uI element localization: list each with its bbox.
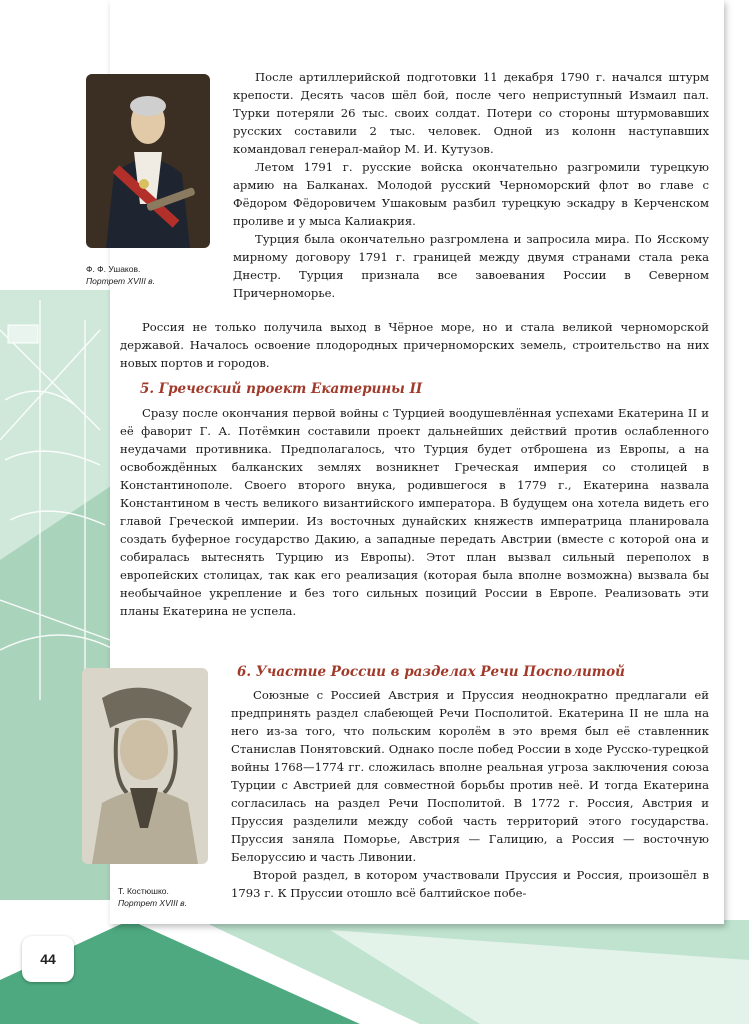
caption-name: Т. Костюшко. (118, 886, 169, 896)
paragraph: Летом 1791 г. русские войска окончательно разгромили турецкую армию на Балканах. Молодой русский Черноморский флот во главе с Фёдором Фёдоровичем Ушаковым разбил турецкую эскадру в Керченском проливе и у мыса Калиакрия. (233, 160, 709, 228)
caption-subtitle: Портрет XVIII в. (86, 276, 155, 286)
kosciuszko-caption (118, 885, 228, 909)
paragraph-group-greek-project (120, 404, 709, 620)
section-heading-5: 5. Греческий проект Екатерины II (140, 381, 423, 397)
paragraph: Союзные с Россией Австрия и Пруссия неоднократно предлагали ей предпринять раздел слабеющей Речи Посполитой. Екатерина II не шла на него из-за того, что польским королём в это время был её ставленник Станислав Понятовский. Однако после побед России в ходе Русско-турецкой войны 1768—1774 гг. сложилась вполне реальная угроза заключения союза Турции с Австрией для совместной борьбы против неё. И тогда Екатерина согласилась на раздел Речи Посполитой. В 1772 г. Россия, Австрия и Пруссия разделили между собой часть территорий этого государства. Пруссия заняла Поморье, Австрия — Галицию, а Россия — восточную Белоруссию и часть Ливонии. (231, 688, 709, 864)
kosciuszko-portrait-image (82, 668, 208, 864)
portrait-kosciuszko (82, 668, 208, 864)
paragraph: Сразу после окончания первой войны с Турцией воодушевлённая успехами Екатерина II и её фаворит Г. А. Потёмкин составили проект дальнейших действий против ослабленного неудачами противника. Предполагалось, что Турция будет отброшена из Европы, а на освобождённых балканских землях возникнет Греческая империя со столицей в Константинополе. Своего второго внука, родившегося в 1779 г., Екатерина назвала Константином в честь великого византийского императора. В будущем она хотела видеть его главой Греческой империи. Из восточных дунайских княжеств императрица планировала создать буферное государство Дакию, а западные передать Австрии (вместе с которой она и собиралась вытеснять Турцию из Европы). Этот план вызвал сильный переполох в европейских столицах, так как его реализация (которая была вполне возможна) вызвала бы необычайное укрепление и без того сильных позиций России в Европе. Реализовать эти планы Екатерина не успела. (120, 406, 709, 618)
section-heading-6: 6. Участие России в разделах Речи Посполитой (237, 664, 625, 680)
caption-subtitle: Портрет XVIII в. (118, 898, 187, 908)
paragraph: Турция была окончательно разгромлена и запросила мира. По Ясскому мирному договору 1791 г. границей между двумя странами стала река Днестр. Турция признала все завоевания России в Северном Причерноморье. (233, 232, 709, 300)
paragraph-group-black-sea (120, 318, 709, 372)
paragraph: Второй раздел, в котором участвовали Пруссия и Россия, произошёл в 1793 г. К Пруссии отошло всё балтийское побе- (231, 868, 709, 900)
caption-name: Ф. Ф. Ушаков. (86, 264, 141, 274)
page-number: 44 (22, 936, 74, 982)
paragraph-group-partitions (231, 686, 709, 902)
paragraph: Россия не только получила выход в Чёрное море, но и стала великой черноморской державой. Началось освоение плодородных причерноморских земель, строительство на них новых портов и городов. (120, 320, 709, 370)
paragraph-group-izmail (233, 68, 709, 302)
portrait-ushakov (86, 74, 210, 248)
ushakov-portrait-image (86, 74, 210, 248)
paragraph: После артиллерийской подготовки 11 декабря 1790 г. начался штурм крепости. Десять часов шёл бой, после чего неприступный Измаил пал. Турки потеряли 26 тыс. своих солдат. Потери со стороны штурмовавших русских составили 2 тыс. человек. Одной из колонн наступавших командовал генерал-майор М. И. Кутузов. (233, 70, 709, 156)
ushakov-caption (86, 263, 216, 287)
